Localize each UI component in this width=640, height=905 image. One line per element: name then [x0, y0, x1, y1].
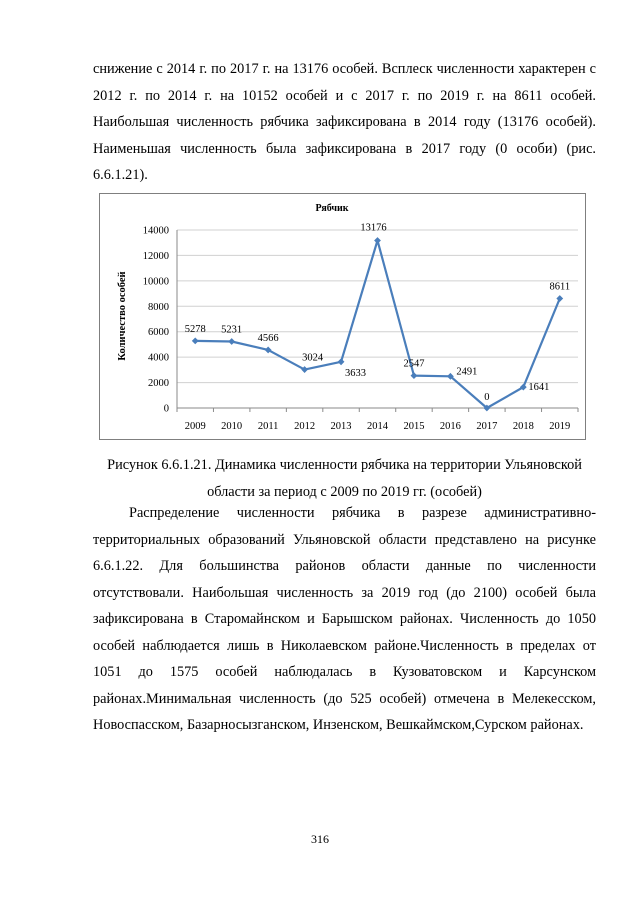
body-paragraph-2: Распределение численности рябчика в разрезе административно-территориальных образований Ульяновской области представлено на рисунке 6.6.1.22. Для большинства районов области данные по численности отсутствовали. Наибольшая численность за 2019 год (до 2100) особей была зафиксирована в Старомайнском и Барышском районах. Численность до 1050 особей наблюдается лишь в Николаевском районе.Численность в пределах от 1051 до 1575 особей наблюдалась в Кузоватовском и Карсунском районах.Минимальная численность (до 525 особей) отмечена в Мелекесском, Новоспасском, Базарносызганском, Инзенском, Вешкаймском,Сурском районах. [93, 505, 596, 733]
x-tick-label: 2011 [257, 421, 279, 432]
y-tick-label: 0 [163, 403, 169, 415]
data-label: 1641 [528, 382, 550, 394]
x-tick-label: 2018 [512, 421, 534, 432]
y-tick-label: 14000 [142, 225, 169, 237]
data-point [338, 358, 345, 365]
x-tick-label: 2016 [439, 421, 461, 432]
data-label: 5278 [184, 323, 206, 335]
x-tick-label: 2015 [403, 421, 425, 432]
x-tick-label: 2014 [367, 421, 388, 432]
data-label: 13176 [360, 222, 387, 234]
data-label: 5231 [221, 324, 243, 336]
data-point [411, 372, 418, 379]
x-tick-label: 2012 [294, 421, 316, 432]
y-tick-label: 2000 [148, 378, 169, 390]
data-point [192, 337, 199, 344]
data-point [556, 295, 563, 302]
chart-title: Рябчик [315, 203, 349, 214]
x-tick-label: 2009 [184, 421, 206, 432]
y-tick-label: 12000 [142, 250, 169, 262]
x-tick-label: 2017 [476, 421, 498, 432]
y-axis-label: Количество особей [117, 271, 128, 361]
data-label: 3633 [345, 367, 367, 379]
body-paragraph-1: снижение с 2014 г. по 2017 г. на 13176 особей. Всплеск численности характерен с 2012 г. по 2014 г. на 10152 особей и с 2017 г. по 2019 г. на 8611 особей. Наибольшая численность рябчика зафиксирована в 2014 году (13176 особей). Наименьшая численность была зафиксирована в 2017 году (0 особи) (рис. 6.6.1.21). [93, 61, 596, 183]
x-tick-label: 2010 [221, 421, 243, 432]
data-point [374, 237, 381, 244]
data-label: 8611 [549, 281, 571, 293]
x-tick-label: 2019 [549, 421, 571, 432]
data-label: 2547 [403, 358, 425, 370]
data-point [228, 338, 235, 345]
y-tick-label: 10000 [142, 276, 169, 288]
population-chart [99, 193, 586, 440]
line-chart-svg [100, 194, 587, 441]
y-tick-label: 6000 [148, 327, 169, 339]
x-tick-label: 2013 [330, 421, 352, 432]
data-label: 3024 [302, 352, 324, 364]
y-tick-label: 4000 [148, 352, 169, 364]
data-label: 0 [484, 392, 490, 403]
page-number: 316 [311, 832, 329, 846]
figure-caption: Рисунок 6.6.1.21. Динамика численности рябчика на территории Ульяновской области за период с 2009 по 2019 гг. (особей) [107, 457, 582, 500]
data-label: 2491 [456, 366, 478, 378]
y-tick-label: 8000 [148, 301, 169, 313]
data-label: 4566 [257, 332, 279, 344]
